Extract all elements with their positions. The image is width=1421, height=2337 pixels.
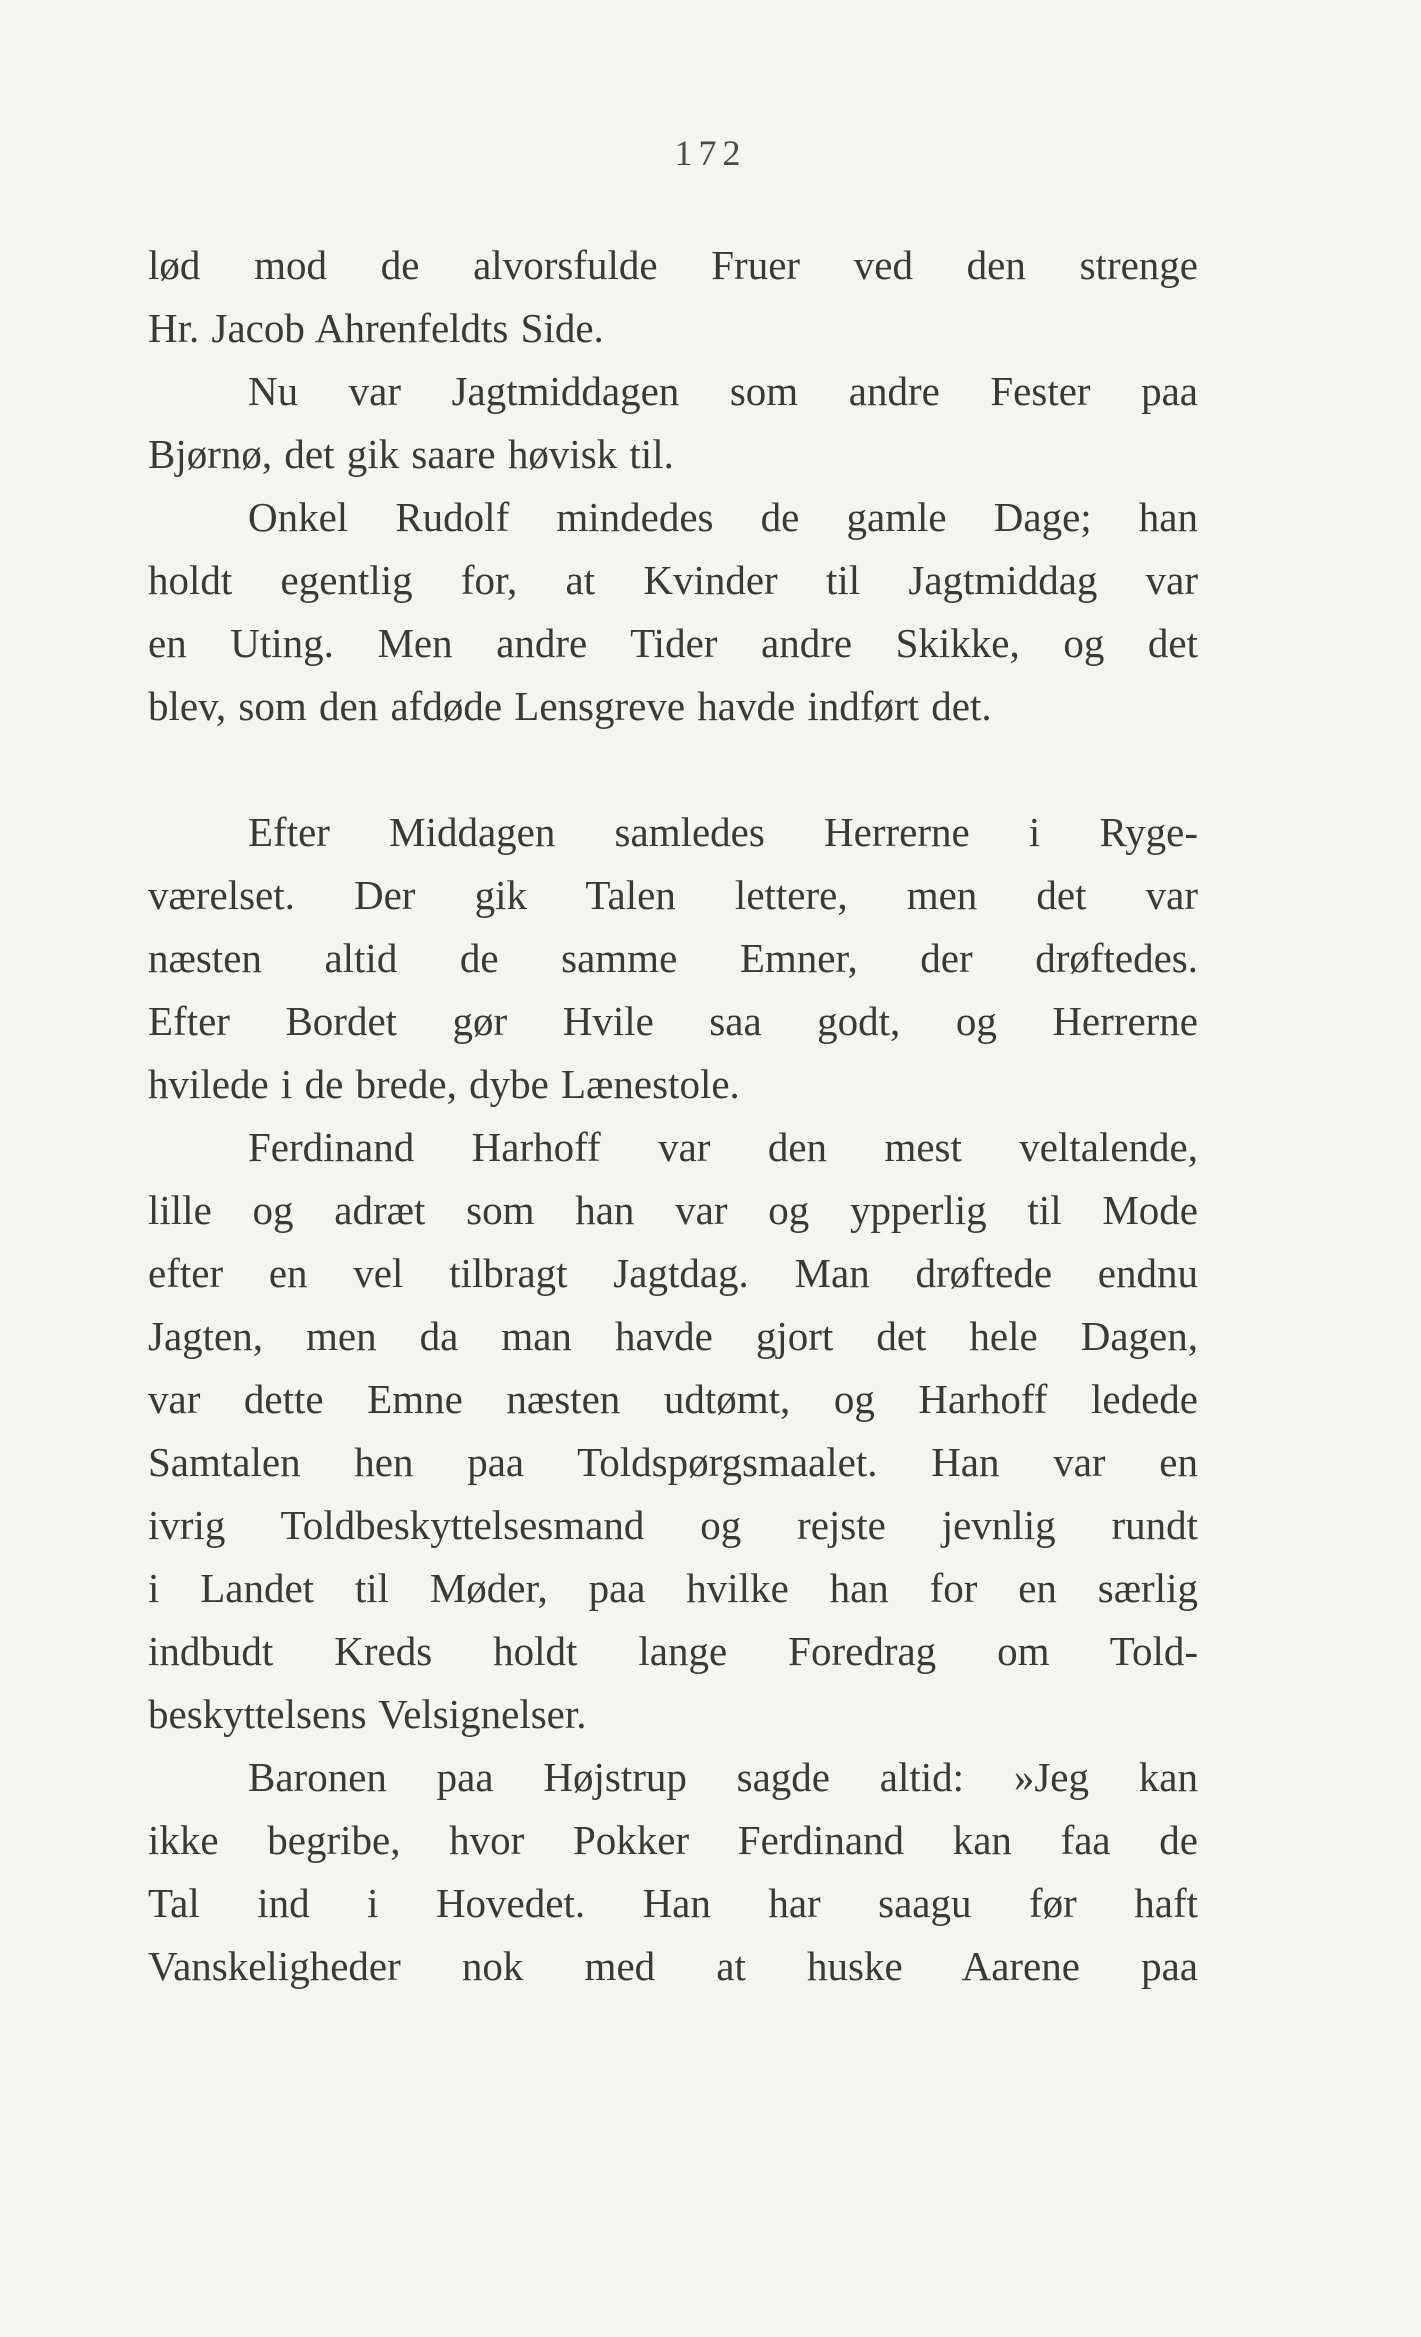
page-number: 172 bbox=[674, 133, 747, 173]
text-line: var dette Emne næsten udtømt, og Harhoff ledede bbox=[148, 1376, 1198, 1422]
paragraph-3 bbox=[148, 486, 1198, 738]
text-line: Jagten, men da man havde gjort det hele Dagen, bbox=[148, 1313, 1198, 1359]
text-line: Vanskeligheder nok med at huske Aarene paa bbox=[148, 1943, 1198, 1989]
paragraph-6 bbox=[148, 1746, 1198, 1998]
text-line: beskyttelsens Velsignelser. bbox=[148, 1691, 587, 1737]
text-line: Efter Middagen samledes Herrerne i Ryge- bbox=[248, 809, 1198, 855]
text-line: Baronen paa Højstrup sagde altid: »Jeg kan bbox=[248, 1754, 1198, 1800]
text-line: Ferdinand Harhoff var den mest veltalende, bbox=[248, 1124, 1198, 1170]
text-line: Nu var Jagtmiddagen som andre Fester paa bbox=[248, 368, 1198, 414]
text-line: næsten altid de samme Emner, der drøftedes. bbox=[148, 935, 1198, 981]
text-line: Samtalen hen paa Toldspørgsmaalet. Han var en bbox=[148, 1439, 1198, 1485]
text-line: en Uting. Men andre Tider andre Skikke, og det bbox=[148, 620, 1198, 666]
text-line: Hr. Jacob Ahrenfeldts Side. bbox=[148, 305, 604, 351]
paragraph-2 bbox=[148, 360, 1198, 486]
text-line: Tal ind i Hovedet. Han har saagu før haft bbox=[148, 1880, 1198, 1926]
paragraph-4 bbox=[148, 801, 1198, 1116]
text-line: i Landet til Møder, paa hvilke han for en særlig bbox=[148, 1565, 1198, 1611]
text-line: holdt egentlig for, at Kvinder til Jagtmiddag var bbox=[148, 557, 1198, 603]
text-line: blev, som den afdøde Lensgreve havde indført det. bbox=[148, 683, 992, 729]
text-line: indbudt Kreds holdt lange Foredrag om Told- bbox=[148, 1628, 1198, 1674]
text-line: værelset. Der gik Talen lettere, men det var bbox=[148, 872, 1198, 918]
text-line: Bjørnø, det gik saare høvisk til. bbox=[148, 431, 674, 477]
text-line: Onkel Rudolf mindedes de gamle Dage; han bbox=[248, 494, 1198, 540]
text-line: ivrig Toldbeskyttelsesmand og rejste jevnlig rundt bbox=[148, 1502, 1198, 1548]
text-line: Efter Bordet gør Hvile saa godt, og Herrerne bbox=[148, 998, 1198, 1044]
text-line: lød mod de alvorsfulde Fruer ved den strenge bbox=[148, 242, 1198, 288]
text-line: ikke begribe, hvor Pokker Ferdinand kan faa de bbox=[148, 1817, 1198, 1863]
text-line: hvilede i de brede, dybe Lænestole. bbox=[148, 1061, 740, 1107]
paragraph-5 bbox=[148, 1116, 1198, 1746]
section-break bbox=[148, 738, 1198, 801]
paragraph-1 bbox=[148, 234, 1198, 360]
body-text bbox=[148, 234, 1198, 1998]
text-line: lille og adræt som han var og ypperlig til Mode bbox=[148, 1187, 1198, 1233]
text-line: efter en vel tilbragt Jagtdag. Man drøftede endnu bbox=[148, 1250, 1198, 1296]
